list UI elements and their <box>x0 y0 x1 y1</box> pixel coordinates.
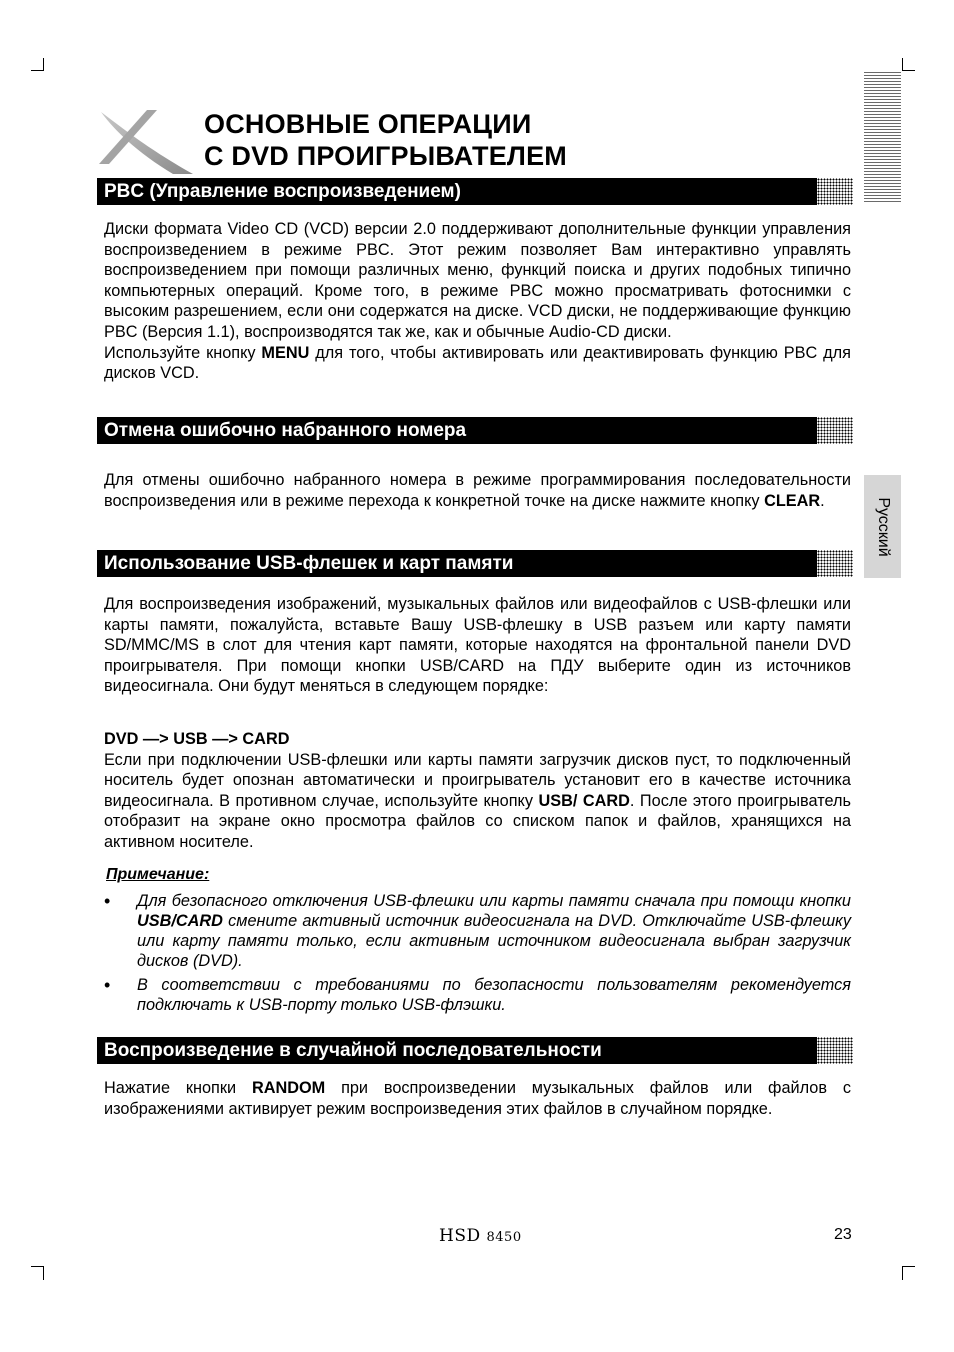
dotted-pattern-icon <box>817 417 853 444</box>
crop-mark-top-right <box>902 70 915 71</box>
text-span: Если при подключении USB-флешки или карты памяти загрузчик дисков пуст, то подключенный носитель будет опознан автоматически и проигрыватель установит его в качестве источника видеосигнала. В противном случае, используйте кнопку <box>104 750 851 810</box>
random-text <box>104 1078 851 1119</box>
title-line-2: С DVD ПРОИГРЫВАТЕЛЕМ <box>204 141 567 171</box>
model-number: 8450 <box>486 1230 522 1245</box>
note-text: В соответствии с требованиями по безопасности пользователям рекомендуется подключать к USB-порту только USB-флэшки. <box>137 976 851 1014</box>
bullet-icon: • <box>104 891 111 911</box>
note-item <box>104 975 851 1015</box>
dotted-pattern-icon <box>817 178 853 205</box>
crop-mark-bottom-left <box>43 1266 44 1280</box>
page-number: 23 <box>834 1226 852 1243</box>
text-span: Используйте кнопку <box>104 343 262 362</box>
usb-sequence-block <box>104 729 851 853</box>
usb-text <box>104 594 851 697</box>
footer-brand <box>439 1226 522 1246</box>
section-header-pbc <box>97 178 853 205</box>
section-heading: Использование USB-флешек и карт памяти <box>104 553 514 574</box>
pbc-text <box>104 219 851 384</box>
section-header-cancel <box>97 417 853 444</box>
key-usb-card: USB/CARD <box>137 912 223 930</box>
section-heading: PBC (Управление воспроизведением) <box>104 181 461 202</box>
text-span: . После этого проигрыватель отобразит на экране окно просмотра файлов со списком папок и файлов, хранящихся на активном носителе. <box>104 791 851 851</box>
key-random: RANDOM <box>251 1079 326 1097</box>
paragraph <box>104 1078 851 1119</box>
text-span: Нажатие кнопки <box>104 1079 252 1097</box>
paragraph <box>104 750 851 853</box>
section-header-random <box>97 1037 853 1064</box>
key-clear: CLEAR <box>764 491 821 510</box>
cancel-text <box>104 470 851 511</box>
page-title <box>204 108 567 172</box>
dotted-pattern-icon <box>817 550 853 577</box>
key-menu: MENU <box>261 343 310 362</box>
text-span: при воспроизведении музыкальных файлов или файлов с изображениями активирует режим воспроизведения этих файлов в случайном порядке. <box>104 1079 851 1118</box>
note-heading: Примечание: <box>106 866 210 883</box>
section-heading: Воспроизведение в случайной последовательности <box>104 1040 602 1061</box>
x-logo-icon <box>95 108 195 174</box>
paragraph <box>104 470 851 511</box>
section-heading: Отмена ошибочно набранного номера <box>104 420 467 441</box>
key-usb-card: USB/ CARD <box>538 791 630 810</box>
text-span: для того, чтобы активировать или деактивировать функцию PBC для дисков VCD. <box>104 343 851 383</box>
decorative-stripes <box>864 72 901 202</box>
text-span: Для отмены ошибочно набранного номера в режиме программирования последовательности воспроизведения или в режиме перехода к конкретной точке на диске нажмите кнопку <box>104 471 851 510</box>
brand-name: HSD <box>439 1226 481 1246</box>
note-text <box>137 891 851 971</box>
source-sequence <box>104 729 851 750</box>
note-item <box>104 891 851 971</box>
text-span: смените активный источник видеосигнала на DVD. Отключайте USB-флешку или карту памяти только, если активным источником видеосигнала выбран загрузчик дисков (DVD). <box>137 912 851 970</box>
section-header-usb <box>97 550 853 577</box>
language-label: Русский <box>874 496 892 557</box>
paragraph: Диски формата Video CD (VCD) версии 2.0 поддерживают дополнительные функции управления воспроизведением в режиме PBC. Этот режим позволяет Вам интерактивно управлять воспроизведением при помощи различных меню, функций поиска и других подобных типично компьютерных операций. Кроме того, в режиме PBC можно просматривать фотоснимки с высоким разрешением, если они содержатся на диске. VCD диски, не поддерживающие функцию PBC (Версия 1.1), воспроизводятся так же, как и обычные Audio-CD диски. <box>104 220 851 341</box>
paragraph: Для воспроизведения изображений, музыкальных файлов или видеофайлов с USB-флешки или карты памяти, пожалуйста, вставьте Вашу USB-флешку в USB разъем или карту памяти SD/MMC/MS в слот для чтения карт памяти, которые находятся на фронтальной панели DVD проигрывателя. При помощи кнопки USB/CARD на ПДУ выберите один из источников видеосигнала. Они будут меняться в следующем порядке: <box>104 595 851 696</box>
sequence-text: DVD —> USB —> CARD <box>104 730 290 748</box>
title-line-1: ОСНОВНЫЕ ОПЕРАЦИИ <box>204 109 532 139</box>
paragraph <box>104 343 851 384</box>
language-tab <box>864 475 901 578</box>
crop-mark-bottom-right <box>902 1266 903 1280</box>
text-span: . <box>820 491 825 510</box>
dotted-pattern-icon <box>817 1037 853 1064</box>
crop-mark-top-left <box>31 70 44 71</box>
crop-mark-bottom-right <box>902 1266 915 1267</box>
bullet-icon: • <box>104 975 111 995</box>
text-span: Для безопасного отключения USB-флешки или карты памяти сначала при помощи кнопки <box>137 892 851 910</box>
